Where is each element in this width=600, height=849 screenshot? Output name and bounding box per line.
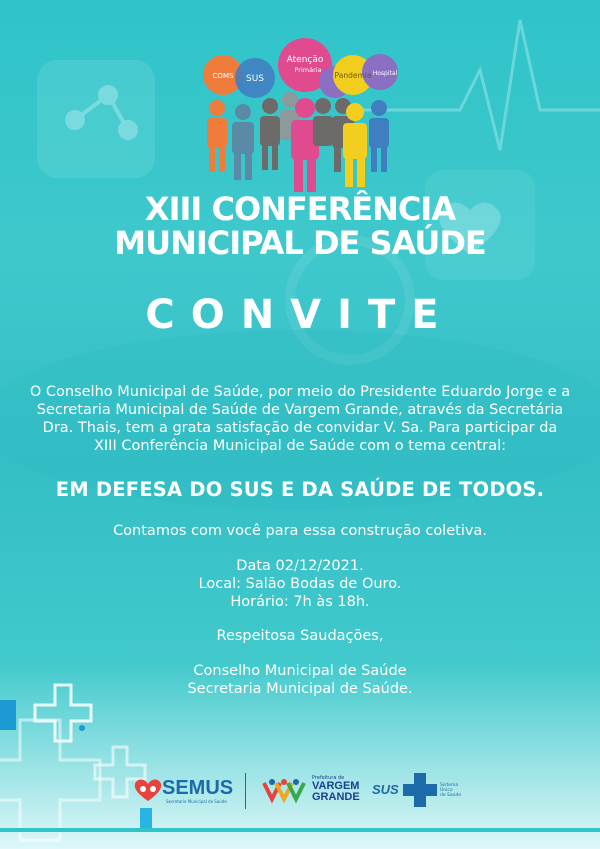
- greeting: Respeitosa Saudações,: [216, 628, 384, 644]
- bubble-text-sus: SUS: [245, 74, 265, 84]
- vargem-name-line-1: VARGEM: [312, 780, 360, 792]
- vargem-name-line-2: GRANDE: [312, 791, 360, 803]
- bubble-text-primaria: Primária: [294, 66, 322, 74]
- title-line-2: MUNICIPAL DE SAÚDE: [114, 224, 486, 262]
- sus-subtitle-line: Sistema: [440, 783, 459, 788]
- sus-subtitle: [440, 783, 461, 798]
- sus-cross-icon: [403, 773, 437, 807]
- share-icon-tile: [37, 60, 155, 178]
- paragraph-line: XIII Conferência Municipal de Saúde com o tema central:: [93, 438, 507, 454]
- paragraph-line: O Conselho Municipal de Saúde, por meio do Presidente Eduardo Jorge e a: [29, 384, 571, 400]
- footer-logos: [0, 765, 600, 815]
- central-theme: EM DEFESA DO SUS E DA SAÚDE DE TODOS.: [55, 478, 545, 501]
- footer-divider: [245, 773, 246, 809]
- title-line-1: XIII CONFERÊNCIA: [144, 190, 456, 228]
- cross-decoration: [0, 685, 145, 840]
- signature-line-2: Secretaria Municipal de Saúde.: [187, 681, 413, 697]
- vargem-people-icon: [262, 779, 308, 805]
- event-location: Local: Salão Bodas de Ouro.: [198, 576, 402, 592]
- event-date: Data 02/12/2021.: [236, 558, 364, 574]
- sus-subtitle-line: de Saúde: [440, 793, 462, 798]
- event-time: Horário: 7h às 18h.: [230, 594, 370, 610]
- semus-subtitle: Secretaria Municipal de Saúde: [166, 799, 227, 804]
- bubble-text-atencao: Atenção: [286, 55, 324, 65]
- sus-logo-text: SUS: [372, 782, 399, 797]
- people-figures: [207, 92, 389, 192]
- footer-bar: [0, 828, 600, 832]
- paragraph-line: Dra. Thais, tem a grata satisfação de convidar V. Sa. Para participar da: [42, 420, 558, 436]
- signature-line-1: Conselho Municipal de Saúde: [193, 663, 407, 679]
- bubble-text-pandemia: Pandemia: [334, 71, 372, 80]
- counting-on-you: Contamos com você para essa construção coletiva.: [113, 523, 487, 539]
- vargem-prefix: Prefeitura de: [312, 775, 345, 781]
- paragraph-line: Secretaria Municipal de Saúde de Vargem Grande, através da Secretária: [36, 402, 564, 418]
- invitation-heading: CONVITE: [145, 292, 455, 338]
- conference-logo: [195, 30, 405, 200]
- invitation-paragraph: [20, 383, 580, 455]
- sus-subtitle-line: Único: [440, 788, 453, 793]
- dot: [79, 725, 85, 731]
- bubble-text-coms: COMS: [212, 72, 234, 80]
- semus-heart-icon: [133, 777, 163, 803]
- bubble-text-hospital: Hospital: [372, 70, 398, 77]
- blue-block: [0, 700, 16, 730]
- semus-logo-text: SEMUS: [162, 777, 234, 799]
